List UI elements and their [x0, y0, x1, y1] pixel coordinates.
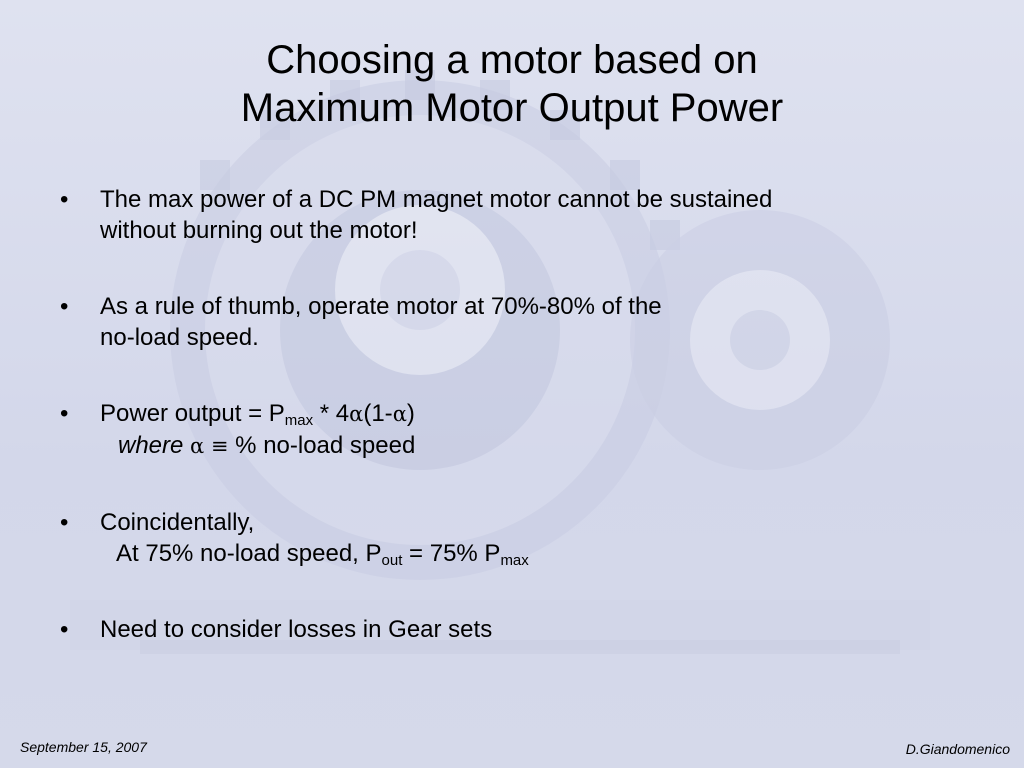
alpha-symbol: α — [349, 402, 364, 426]
formula-text: * 4 — [313, 400, 350, 427]
bullet-text-line: As a rule of thumb, operate motor at 70%-80% of the — [100, 293, 662, 320]
alpha-symbol: α — [190, 434, 205, 458]
formula-text: Power output = P — [100, 400, 285, 427]
bullet-marker: • — [60, 293, 69, 320]
bullet-item-coincidentally — [60, 507, 960, 569]
bullet-text-line: Need to consider losses in Gear sets — [100, 616, 493, 643]
alpha-symbol: α — [392, 402, 407, 426]
alpha-definition — [100, 430, 960, 462]
formula-text: ) — [406, 400, 415, 427]
definition-text: % no-load speed — [228, 432, 416, 459]
formula-text: (1- — [363, 400, 393, 427]
subscript-max: max — [284, 412, 314, 429]
bullet-text-line: The max power of a DC PM magnet motor cannot be sustained — [100, 186, 773, 213]
power-output-formula — [100, 398, 960, 430]
bullet-item-rule-of-thumb — [60, 291, 960, 353]
pout-formula — [100, 538, 960, 569]
equiv-symbol: ≡ — [210, 434, 229, 458]
bullet-text-line: without burning out the motor! — [100, 217, 418, 244]
bullet-marker: • — [60, 616, 69, 643]
bullet-text-line: Coincidentally, — [100, 509, 255, 536]
bullet-marker: • — [60, 400, 69, 427]
formula-text: = 75% P — [402, 540, 501, 567]
footer-author: D.Giandomenico — [905, 741, 1010, 757]
bullet-list — [60, 184, 960, 690]
bullet-marker: • — [60, 186, 69, 213]
bullet-item-max-power — [60, 184, 960, 246]
where-label: where — [118, 432, 184, 459]
slide-title-line1: Choosing a motor based on — [266, 38, 758, 82]
subscript-out: out — [381, 552, 403, 569]
bullet-marker: • — [60, 509, 69, 536]
subscript-max: max — [500, 552, 529, 569]
bullet-item-power-output — [60, 398, 960, 462]
bullet-text-line: no-load speed. — [100, 324, 259, 351]
formula-text: At 75% no-load speed, P — [116, 540, 382, 567]
bullet-item-gear-losses — [60, 614, 960, 645]
slide-title — [0, 36, 1024, 132]
footer-date: September 15, 2007 — [20, 739, 147, 755]
slide-title-line2: Maximum Motor Output Power — [240, 86, 784, 130]
